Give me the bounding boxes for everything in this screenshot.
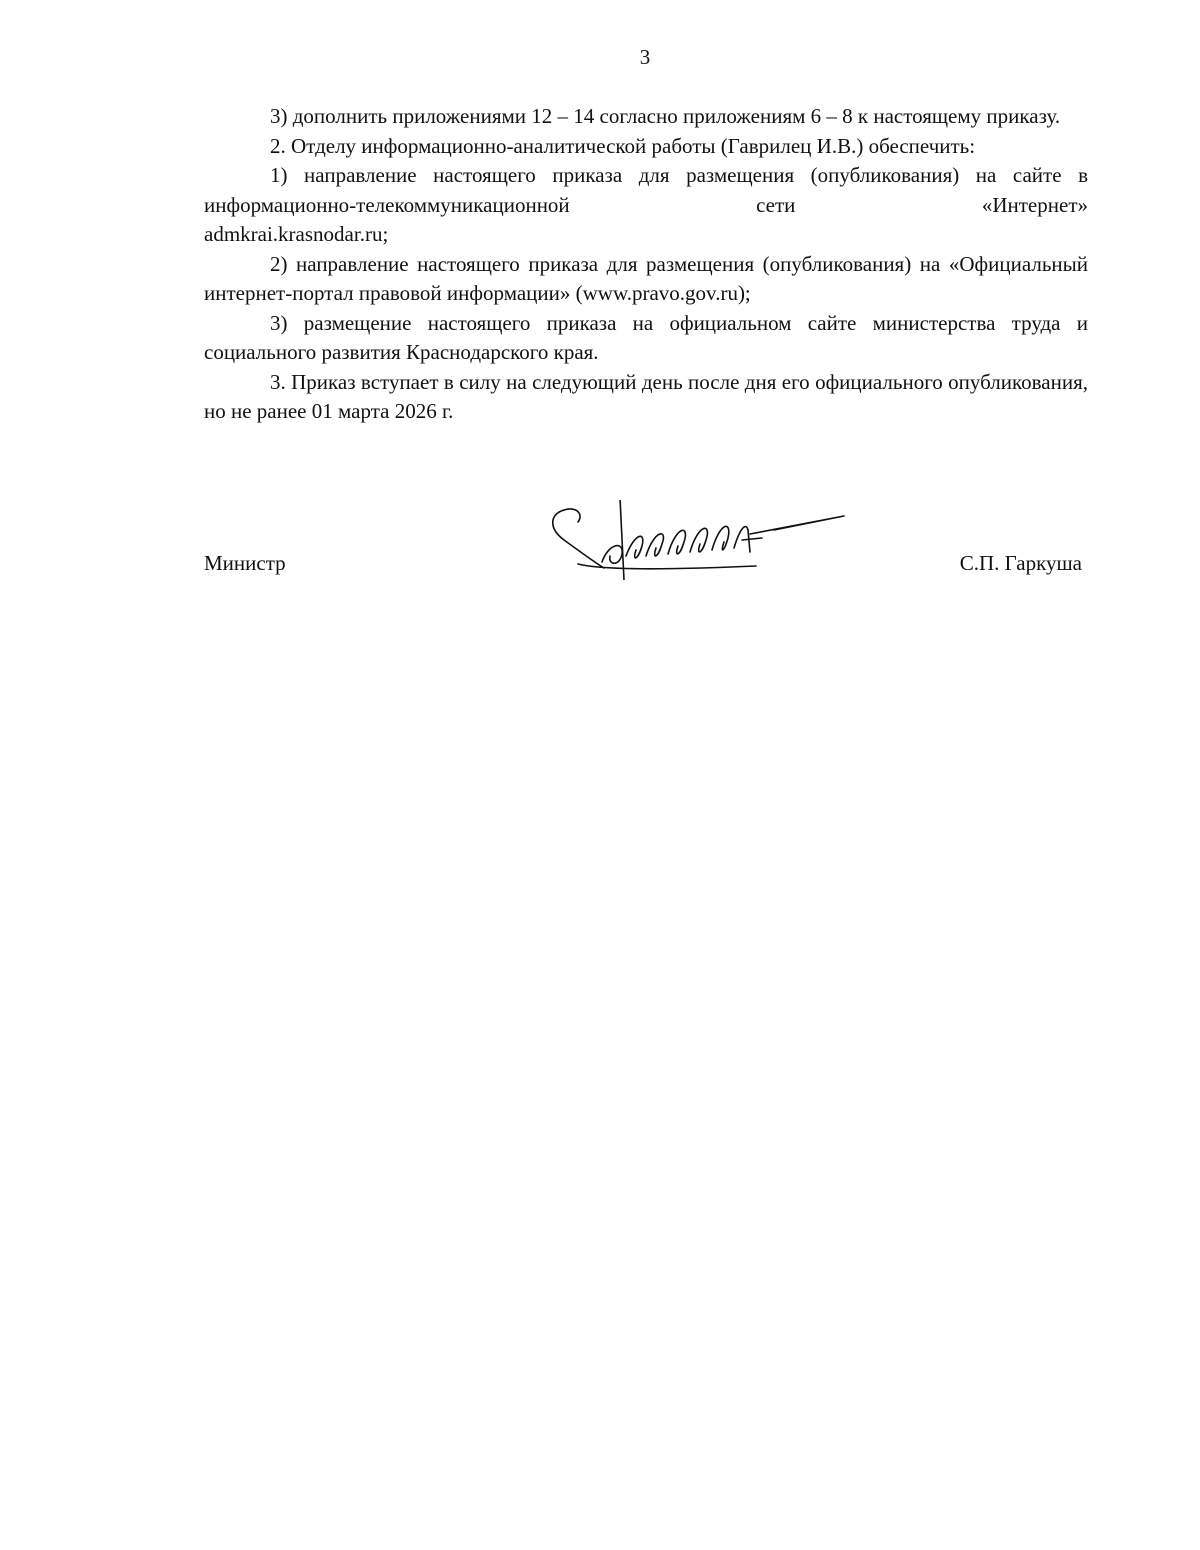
paragraph-section-3: 3. Приказ вступает в силу на следующий день после дня его официального опубликования, но не ранее 01 марта 2026 г. [204, 369, 1088, 423]
paragraph-section-2: 2. Отделу информационно-аналитической работы (Гаврилец И.В.) обеспечить: [270, 133, 976, 158]
signatory-name: С.П. Гаркуша [959, 551, 1082, 575]
signature-block [204, 500, 1088, 590]
paragraph-item-3-appendices: 3) дополнить приложениями 12 – 14 согласно приложениям 6 – 8 к настоящему приказу. [270, 104, 1061, 128]
document-body [204, 102, 1088, 427]
handwritten-signature [542, 500, 852, 580]
page-number: 3 [639, 45, 651, 69]
paragraph-item-1-publication: 1) направление настоящего приказа для размещения (опубликования) на сайте в информационно-телекоммуникационной сети «Интернет» [204, 163, 1088, 217]
paragraph-item-2-publication: 2) направление настоящего приказа для размещения (опубликования) на «Официальный интернет-портал правовой информации» (www.pravo.gov.ru); [204, 251, 1088, 305]
signatory-position: Министр [204, 551, 286, 575]
paragraph-item-3-placement: 3) размещение настоящего приказа на официальном сайте министерства труда и социального развития Краснодарского края. [204, 310, 1088, 364]
paragraph-item-1-website: admkrai.krasnodar.ru; [204, 222, 389, 246]
